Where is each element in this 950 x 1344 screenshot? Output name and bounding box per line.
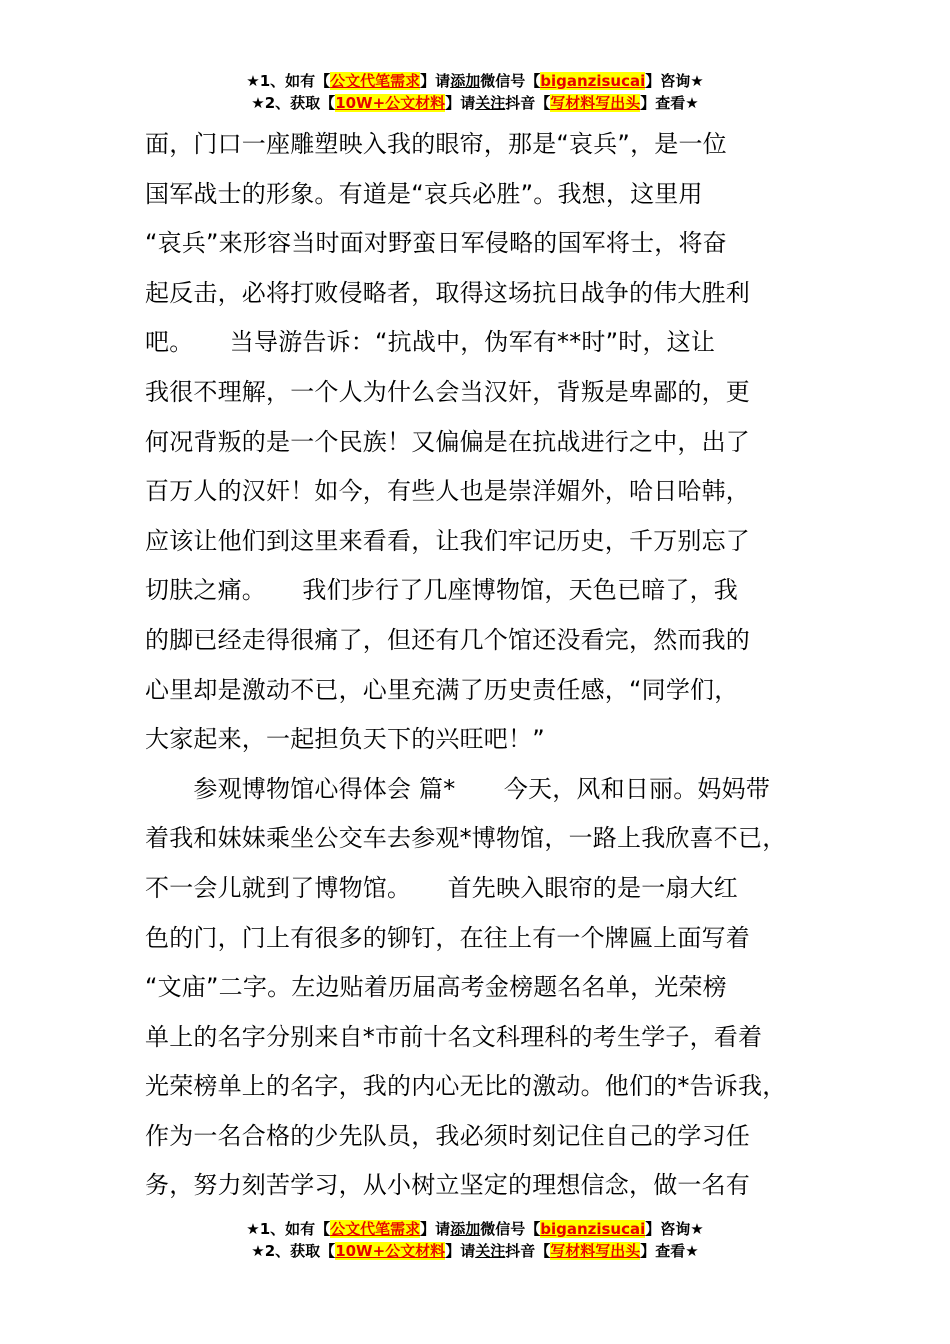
banner-text: 】咨询★ [645, 1220, 704, 1238]
text-line: 参观博物馆心得体会 篇* 今天，风和日丽。妈妈带 [145, 774, 771, 803]
text-line: “文庙”二字。左边贴着历届高考金榜题名名单，光荣榜 [145, 973, 727, 1002]
text-line: 我很不理解，一个人为什么会当汉奸，背叛是卑鄙的，更 [145, 377, 750, 406]
banner-underline: 关注 [475, 94, 506, 112]
banner-highlight: 10W+公文材料 [335, 94, 446, 112]
banner-text: 抖音【 [505, 94, 551, 112]
banner-highlight: biganzisucai [540, 1220, 646, 1238]
text-line: 国军战士的形象。有道是“哀兵必胜”。我想，这里用 [145, 179, 703, 208]
banner-underline: 添加 [450, 1220, 481, 1238]
banner-text: 】请 [445, 1242, 476, 1260]
text-line: 切肤之痛。 我们步行了几座博物馆，天色已暗了，我 [145, 576, 738, 605]
text-line: 心里却是激动不已，心里充满了历史责任感，“同学们， [145, 675, 739, 704]
banner-text: 】请 [445, 94, 476, 112]
banner-highlight: 公文代笔需求 [330, 72, 421, 90]
text-line: 大家起来，一起担负天下的兴旺吧！” [145, 725, 545, 754]
text-line: 吧。 当导游告诉：“抗战中，伪军有**时”时，这让 [145, 328, 716, 357]
banner-line-2 [0, 1240, 950, 1262]
text-line: 的脚已经走得很痛了，但还有几个馆还没看完，然而我的 [145, 625, 750, 654]
banner-text: 抖音【 [505, 1242, 551, 1260]
banner-highlight: 10W+公文材料 [335, 1242, 446, 1260]
text-line: 务，努力刻苦学习，从小树立坚定的理想信念，做一名有 [145, 1171, 750, 1200]
banner-line-1 [0, 70, 950, 92]
banner-underline: 关注 [475, 1242, 506, 1260]
banner-highlight: 写材料写出头 [550, 94, 641, 112]
text-line: 起反击，必将打败侵略者，取得这场抗日战争的伟大胜利 [145, 278, 750, 307]
banner-text: ★1、如有【 [246, 1220, 331, 1238]
text-line: 单上的名字分别来自*市前十名文科理科的考生学子，看着 [145, 1022, 763, 1051]
text-line: 百万人的汉奸！如今，有些人也是崇洋媚外，哈日哈韩， [145, 477, 750, 506]
banner-text: 】请 [420, 1220, 451, 1238]
text-line: 不一会儿就到了博物馆。 首先映入眼帘的是一扇大红 [145, 873, 738, 902]
banner-line-1 [0, 1218, 950, 1240]
text-line: “哀兵”来形容当时面对野蛮日军侵略的国军将士，将奋 [145, 229, 727, 258]
text-line: 面，门口一座雕塑映入我的眼帘，那是“哀兵”，是一位 [145, 130, 727, 158]
banner-line-2 [0, 92, 950, 114]
text-line: 色的门，门上有很多的铆钉，在往上有一个牌匾上面写着 [145, 923, 750, 952]
footer-banner [0, 1218, 950, 1262]
banner-text: ★2、获取【 [251, 1242, 336, 1260]
banner-text: ★1、如有【 [246, 72, 331, 90]
document-body [145, 120, 845, 1211]
text-line: 光荣榜单上的名字，我的内心无比的激动。他们的*告诉我， [145, 1072, 787, 1101]
banner-highlight: biganzisucai [540, 72, 646, 90]
banner-text: ★2、获取【 [251, 94, 336, 112]
banner-text: 微信号【 [480, 1220, 541, 1238]
text-line: 作为一名合格的少先队员，我必须时刻记住自己的学习任 [145, 1121, 750, 1150]
banner-underline: 添加 [450, 72, 481, 90]
header-banner [0, 70, 950, 114]
banner-text: 】查看★ [640, 94, 699, 112]
banner-highlight: 写材料写出头 [550, 1242, 641, 1260]
text-line: 何况背叛的是一个民族！又偏偏是在抗战进行之中，出了 [145, 427, 750, 456]
banner-text: 】查看★ [640, 1242, 699, 1260]
text-line: 着我和妹妹乘坐公交车去参观*博物馆，一路上我欣喜不已， [145, 824, 787, 853]
banner-text: 】咨询★ [645, 72, 704, 90]
banner-text: 】请 [420, 72, 451, 90]
banner-highlight: 公文代笔需求 [330, 1220, 421, 1238]
banner-text: 微信号【 [480, 72, 541, 90]
text-line: 应该让他们到这里来看看，让我们牢记历史，千万别忘了 [145, 526, 750, 555]
